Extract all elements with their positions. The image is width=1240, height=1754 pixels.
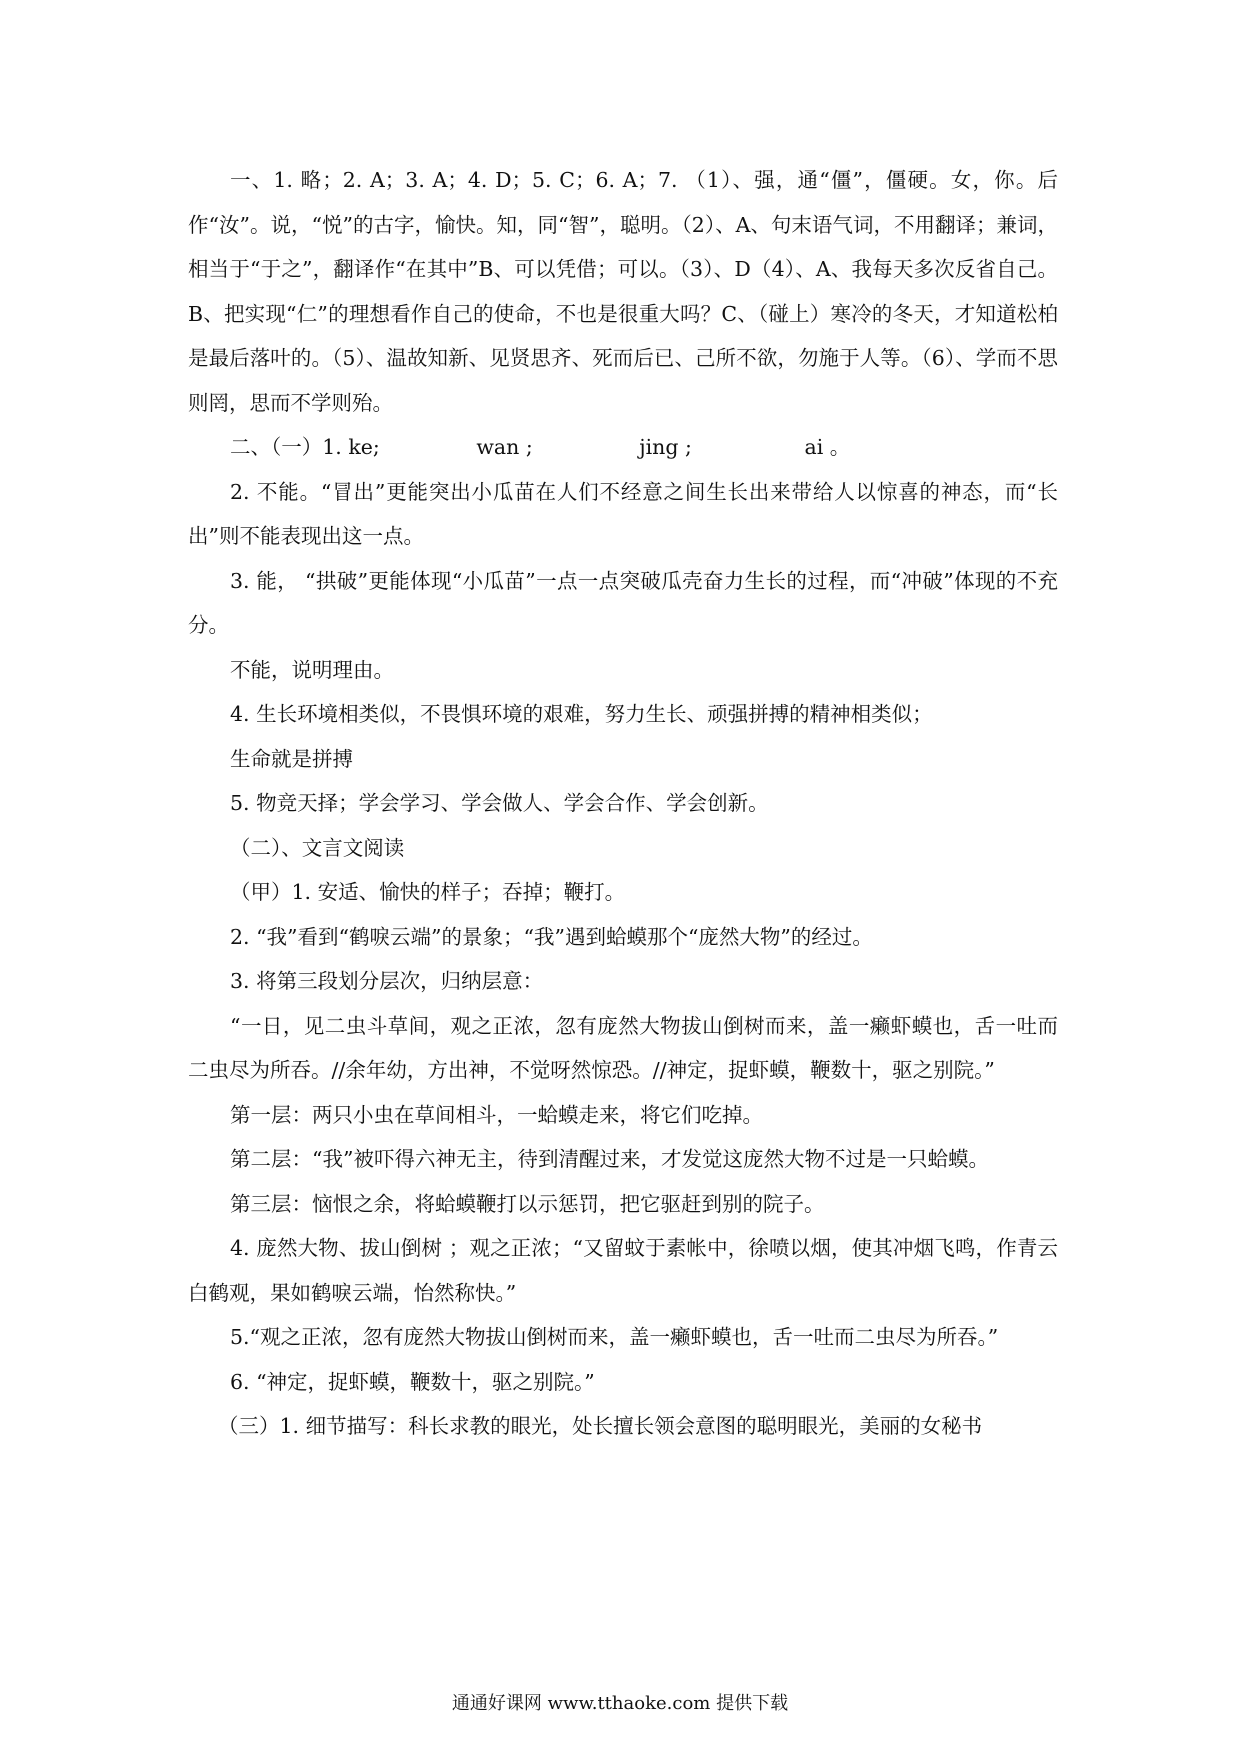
answer-content	[188, 158, 1058, 1449]
paragraph: 第二层：“我”被吓得六神无主，待到清醒过来，才发觉这庞然大物不过是一只蛤蟆。	[230, 1147, 989, 1171]
paragraph: 不能，说明理由。	[230, 657, 394, 682]
paragraph: 第三层：恼恨之余，将蛤蟆鞭打以示惩罚，把它驱赶到别的院子。	[230, 1191, 825, 1216]
paragraph: 2. “我”看到“鹤唳云端”的景象；“我”遇到蛤蟆那个“庞然大物”的经过。	[230, 924, 873, 949]
paragraph: （三）1. 细节描写：科长求教的眼光，处长擅长领会意图的聪明眼光，美丽的女秘书	[218, 1414, 983, 1438]
pinyin-paragraph	[188, 425, 1058, 470]
paragraph: （甲）1. 安适、愉快的样子；吞掉；鞭打。	[230, 880, 626, 904]
paragraph: 生命就是拼搏	[230, 746, 353, 771]
paragraph: 5. 物竞天择；学会学习、学会做人、学会合作、学会创新。	[230, 791, 769, 815]
paragraph: 一、1. 略；2. A；3. A；4. D；5. C；6. A；7. （1）、强，通“僵”，僵硬。女，你。后作“汝”。说，“悦”的古字，愉快。知，同“智”，聪明。（2）、A、句末语气词，不用翻译；兼词，相当于“于之”，翻译作“在其中”B、可以凭借；可以。（3）、D（4）、A、我每天多次反省自己。B、把实现“仁”的理想看作自己的使命，不也是很重大吗？C、（碰上）寒冷的冬天，才知道松柏是最后落叶的。（5）、温故知新、见贤思齐、死而后已、己所不欲，勿施于人等。（6）、学而不思则罔，思而不学则殆。	[188, 168, 1058, 415]
paragraph: 4. 庞然大物、拔山倒树 ；观之正浓；“又留蚊于素帐中，徐喷以烟，使其冲烟飞鸣，作青云白鹤观，果如鹤唳云端，怡然称快。”	[188, 1236, 1058, 1305]
paragraph: 3. 能， “拱破”更能体现“小瓜苗”一点一点突破瓜壳奋力生长的过程，而“冲破”体现的不充分。	[188, 568, 1058, 637]
page-footer: 通通好课网 www.tthaoke.com 提供下载	[451, 1693, 789, 1714]
paragraph: 2. 不能。“冒出”更能突出小瓜苗在人们不经意之间生长出来带给人以惊喜的神态，而“长出”则不能表现出这一点。	[188, 479, 1058, 548]
quoted-passage: “一日，见二虫斗草间，观之正浓，忽有庞然大物拔山倒树而来，盖一癞虾蟆也，舌一吐而二虫尽为所吞。//余年幼，方出神，不觉呀然惊恐。//神定，捉虾蟆，鞭数十，驱之别院。”	[188, 1013, 1058, 1082]
pinyin-answer: ai 。	[804, 435, 851, 459]
pinyin-lead: 二、（一）1. ke;	[230, 435, 380, 459]
paragraph: 第一层：两只小虫在草间相斗，一蛤蟆走来，将它们吃掉。	[230, 1102, 763, 1127]
section-heading: （二）、文言文阅读	[230, 835, 405, 860]
pinyin-answer: wan ;	[476, 435, 533, 459]
paragraph: 4. 生长环境相类似，不畏惧环境的艰难，努力生长、顽强拼搏的精神相类似；	[230, 702, 933, 726]
paragraph: 6. “神定，捉虾蟆，鞭数十，驱之别院。”	[230, 1369, 595, 1394]
paragraph: 3. 将第三段划分层次，归纳层意：	[230, 969, 544, 993]
pinyin-answer: jing ;	[639, 435, 692, 459]
paragraph: 5.“观之正浓，忽有庞然大物拔山倒树而来，盖一癞虾蟆也，舌一吐而二虫尽为所吞。”	[230, 1325, 999, 1349]
